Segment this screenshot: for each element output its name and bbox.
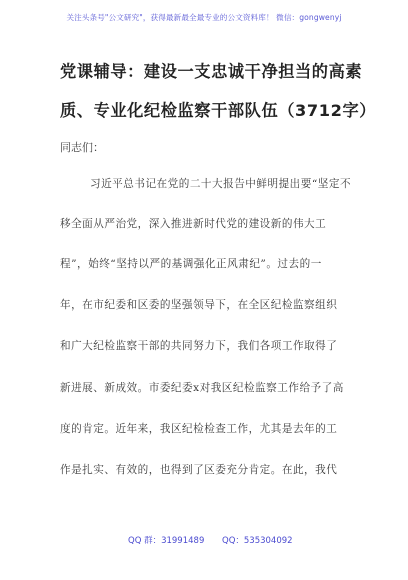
body-line: 和广大纪检监察干部的共同努力下，我们各项工作取得了	[60, 340, 338, 352]
body-line: 移全面从严治党，深入推进新时代党的建设新的伟大工	[60, 218, 327, 230]
header-banner: 关注头条号"公文研究"，获得最新最全最专业的公文资料库！ 微信：gongwenyj	[66, 13, 342, 22]
body-line: 习近平总书记在党的二十大报告中鲜明提出要“坚定不	[90, 178, 352, 190]
body-line: 新进展、新成效。市委纪委x对我区纪检监察工作给予了高	[60, 382, 344, 394]
body-line: 程”，始终“坚持以严的基调强化正风肃纪”。过去的一	[60, 258, 322, 270]
document-title-line-2: 质、专业化纪检监察干部队伍（3712字）	[60, 101, 377, 120]
body-line: 作是扎实、有效的，也得到了区委充分肯定。在此，我代	[60, 464, 338, 476]
footer-qq-group: QQ 群：31991489	[128, 536, 205, 546]
body-line: 年，在市纪委和区委的坚强领导下，在全区纪检监察组织	[60, 299, 338, 311]
document-title-line-1: 党课辅导：建设一支忠诚干净担当的高素	[60, 62, 363, 81]
greeting: 同志们：	[60, 141, 104, 154]
body-line: 度的肯定。近年来，我区纪检检查工作，尤其是去年的工	[60, 423, 338, 435]
footer-qq-number: QQ：535304092	[222, 536, 293, 546]
